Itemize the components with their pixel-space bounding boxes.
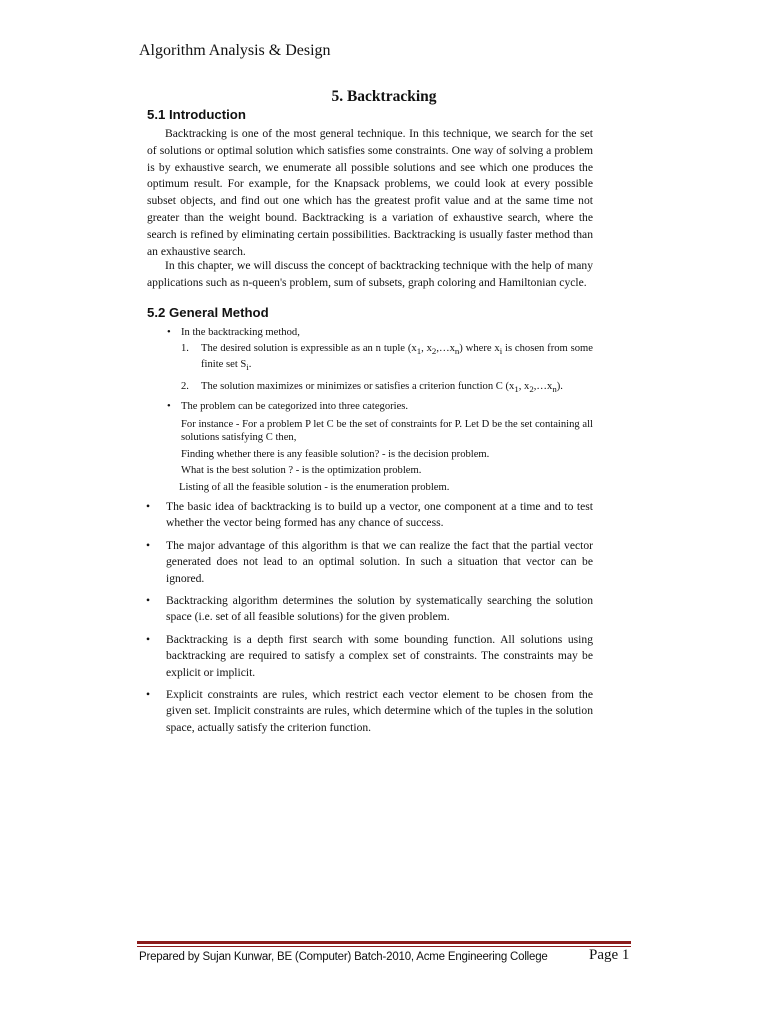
key-point-4 xyxy=(146,632,593,681)
page-number: Page 1 xyxy=(589,947,630,963)
footer-rule-thick xyxy=(137,941,631,944)
gm-bullet-1-text: In the backtracking method, xyxy=(181,327,300,338)
gm-item-1-text-e: is chosen from some finite set S xyxy=(201,342,593,371)
footer-credit: Prepared by Sujan Kunwar, BE (Computer) Batch-2010, Acme Engineering College xyxy=(139,951,548,963)
section-heading-introduction: 5.1 Introduction xyxy=(147,107,246,122)
subscript-1: 1 xyxy=(416,345,422,356)
subscript-n: n xyxy=(552,383,557,394)
gm-item-2-text-d: ). xyxy=(556,380,563,392)
gm-item-1-text-b: , x xyxy=(421,342,432,354)
key-point-3 xyxy=(146,593,593,626)
gm-line-3: What is the best solution ? - is the optimization problem. xyxy=(181,465,422,477)
gm-item-1-text-a: The desired solution is expressible as an n tuple (x xyxy=(201,342,417,354)
key-point-4-text: Backtracking is a depth first search with some bounding function. All solutions using backtracking are required to satisfy a complex set of constraints. The constraints may be explicit or implicit. xyxy=(166,632,593,679)
key-point-5 xyxy=(146,687,593,736)
bullet-marker: • xyxy=(146,538,151,552)
gm-item-1-text-f: . xyxy=(248,359,252,371)
gm-item-1-text-c: ,…x xyxy=(436,342,455,354)
gm-item-1-number: 1. xyxy=(181,342,189,354)
gm-item-1 xyxy=(181,342,593,375)
key-point-5-text: Explicit constraints are rules, which restrict each vector element to be chosen from the given set. Implicit constraints are rules, which determine which of the tuples in the solution space, actually satisfy the criterion function. xyxy=(166,688,593,734)
key-point-3-text: Backtracking algorithm determines the solution by systematically searching the solution space (i.e. set of all feasible solutions) for the given problem. xyxy=(166,594,593,624)
bullet-marker: • xyxy=(146,688,151,702)
key-points-list xyxy=(146,499,593,742)
gm-item-2-text-b: , x xyxy=(518,380,530,392)
gm-item-1-text-d: ) where x xyxy=(459,342,500,354)
subscript-n: n xyxy=(454,345,460,356)
general-method-list xyxy=(167,326,593,494)
gm-line-1: For instance - For a problem P let C be the set of constraints for P. Let D be the set containing all solutions satisfying C then, xyxy=(181,418,593,444)
gm-bullet-1 xyxy=(167,326,593,340)
intro-paragraph-1: Backtracking is one of the most general technique. In this technique, we search for the set of solutions or optimal solution which satisfies some constraints. One way of solving a problem is by exhaustive search, we enumerate all possible solutions and see which one produces the optimum result. For example, for the Knapsack problems, we could look at every possible subset objects, and find out one which has the greatest profit value and at the same time not greater than the weight bound. Backtracking is a variation of exhaustive search, where the search is refined by eliminating certain possibilities. Backtracking is usually faster method than an exhaustive search. xyxy=(147,127,593,258)
gm-item-2-text-a: The solution maximizes or minimizes or satisfies a criterion function C (x xyxy=(201,380,515,392)
bullet-marker: • xyxy=(167,401,171,413)
bullet-marker: • xyxy=(146,594,151,608)
gm-line-2: Finding whether there is any feasible solution? - is the decision problem. xyxy=(181,448,490,460)
page-header: Algorithm Analysis & Design xyxy=(139,42,331,59)
bullet-marker: • xyxy=(146,632,151,646)
footer-rule-thin xyxy=(137,946,631,947)
gm-item-2 xyxy=(181,380,593,397)
key-point-2-text: The major advantage of this algorithm is that we can realize the fact that the partial vector generated does not lead to an optimal solution. In such a situation that vector can be ignored. xyxy=(166,538,593,585)
subscript-i: i xyxy=(499,345,503,356)
key-point-2 xyxy=(146,538,593,587)
gm-item-2-number: 2. xyxy=(181,380,189,392)
key-point-1 xyxy=(146,499,593,532)
gm-bullet-2 xyxy=(167,400,593,414)
key-point-1-text: The basic idea of backtracking is to build up a vector, one component at a time and to test whether the vector being formed has any chance of success. xyxy=(166,500,593,530)
section-heading-general-method: 5.2 General Method xyxy=(147,305,269,320)
chapter-title-text: 5. Backtracking xyxy=(331,88,437,105)
gm-line-4: Listing of all the feasible solution - is the enumeration problem. xyxy=(179,481,450,493)
bullet-marker: • xyxy=(146,500,151,513)
gm-item-2-text-c: ,…x xyxy=(533,380,553,392)
chapter-title xyxy=(0,88,768,106)
subscript-2: 2 xyxy=(529,383,534,394)
subscript-i: i xyxy=(246,362,249,373)
gm-bullet-2-text: The problem can be categorized into three categories. xyxy=(181,401,409,413)
bullet-marker: • xyxy=(167,327,171,338)
subscript-2: 2 xyxy=(431,345,437,356)
subscript-1: 1 xyxy=(514,383,519,394)
intro-paragraph-2: In this chapter, we will discuss the concept of backtracking technique with the help of many applications such as n-queen's problem, sum of subsets, graph coloring and Hamiltonian cycle. xyxy=(147,259,593,289)
